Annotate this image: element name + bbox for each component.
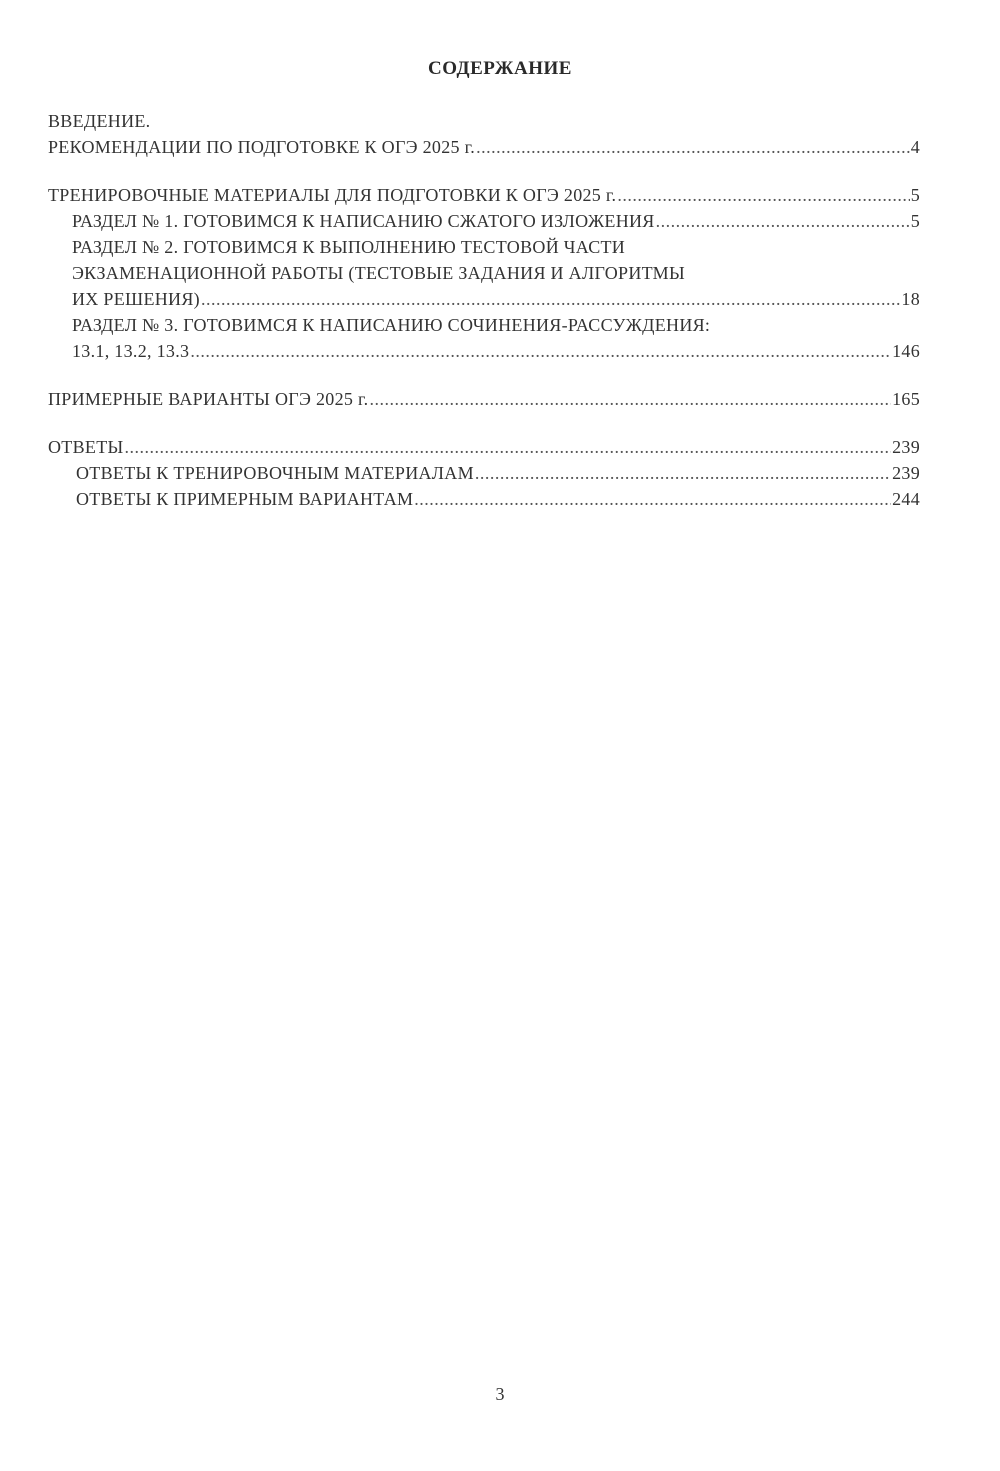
toc-entry-answers-variants[interactable] bbox=[48, 486, 920, 512]
spacer bbox=[48, 160, 920, 182]
toc-entry-label: ОТВЕТЫ bbox=[48, 437, 124, 457]
dot-leader bbox=[476, 134, 910, 160]
dot-leader bbox=[475, 460, 891, 486]
toc-page-number: 4 bbox=[910, 137, 920, 157]
spacer bbox=[48, 412, 920, 434]
dot-leader bbox=[656, 208, 910, 234]
toc-page-number: 5 bbox=[910, 185, 920, 205]
toc-entry-label: РЕКОМЕНДАЦИИ ПО ПОДГОТОВКЕ К ОГЭ 2025 г. bbox=[48, 137, 476, 157]
toc-section-2-line-1: РАЗДЕЛ № 2. ГОТОВИМСЯ К ВЫПОЛНЕНИЮ ТЕСТОВОЙ ЧАСТИ bbox=[72, 237, 626, 257]
page-number: 3 bbox=[495, 1384, 505, 1404]
toc-entry-label: ОТВЕТЫ К ПРИМЕРНЫМ ВАРИАНТАМ bbox=[76, 489, 414, 509]
toc-entry-label: ОТВЕТЫ К ТРЕНИРОВОЧНЫМ МАТЕРИАЛАМ bbox=[76, 463, 474, 483]
toc-entry-answers-training[interactable] bbox=[48, 460, 920, 486]
dot-leader bbox=[190, 338, 891, 364]
toc-intro-heading: ВВЕДЕНИЕ. bbox=[48, 111, 151, 131]
toc-section-2-line-2: ЭКЗАМЕНАЦИОННОЙ РАБОТЫ (ТЕСТОВЫЕ ЗАДАНИЯ И АЛГОРИТМЫ bbox=[72, 263, 685, 283]
toc-entry-section-1[interactable] bbox=[48, 208, 920, 234]
dot-leader bbox=[125, 434, 892, 460]
toc-entry-training[interactable] bbox=[48, 182, 920, 208]
toc-entry-label: ПРИМЕРНЫЕ ВАРИАНТЫ ОГЭ 2025 г. bbox=[48, 389, 369, 409]
toc-page-number: 244 bbox=[892, 489, 920, 509]
dot-leader bbox=[617, 182, 909, 208]
page-title: СОДЕРЖАНИЕ bbox=[428, 58, 572, 79]
toc-page-number: 239 bbox=[892, 437, 920, 457]
dot-leader bbox=[414, 486, 891, 512]
toc-page-number: 146 bbox=[892, 341, 920, 361]
toc-page-number: 5 bbox=[910, 211, 920, 231]
toc-entry-label: РАЗДЕЛ № 1. ГОТОВИМСЯ К НАПИСАНИЮ СЖАТОГО ИЗЛОЖЕНИЯ bbox=[72, 211, 655, 231]
toc-entry-section-3[interactable] bbox=[48, 338, 920, 364]
dot-leader bbox=[369, 386, 891, 412]
spacer bbox=[48, 364, 920, 386]
table-of-contents bbox=[48, 108, 920, 512]
dot-leader bbox=[201, 286, 900, 312]
toc-entry-intro[interactable] bbox=[48, 134, 920, 160]
toc-section-3-line-1: РАЗДЕЛ № 3. ГОТОВИМСЯ К НАПИСАНИЮ СОЧИНЕНИЯ-РАССУЖДЕНИЯ: bbox=[72, 315, 711, 335]
toc-entry-label: ТРЕНИРОВОЧНЫЕ МАТЕРИАЛЫ ДЛЯ ПОДГОТОВКИ К ОГЭ 2025 г. bbox=[48, 185, 617, 205]
toc-entry-label: 13.1, 13.2, 13.3 bbox=[72, 341, 190, 361]
toc-entry-section-2[interactable] bbox=[48, 286, 920, 312]
toc-page-number: 239 bbox=[892, 463, 920, 483]
toc-entry-variants[interactable] bbox=[48, 386, 920, 412]
toc-page-number: 165 bbox=[892, 389, 920, 409]
toc-entry-label: ИХ РЕШЕНИЯ) bbox=[72, 289, 200, 309]
toc-page-number: 18 bbox=[901, 289, 920, 309]
toc-entry-answers[interactable] bbox=[48, 434, 920, 460]
